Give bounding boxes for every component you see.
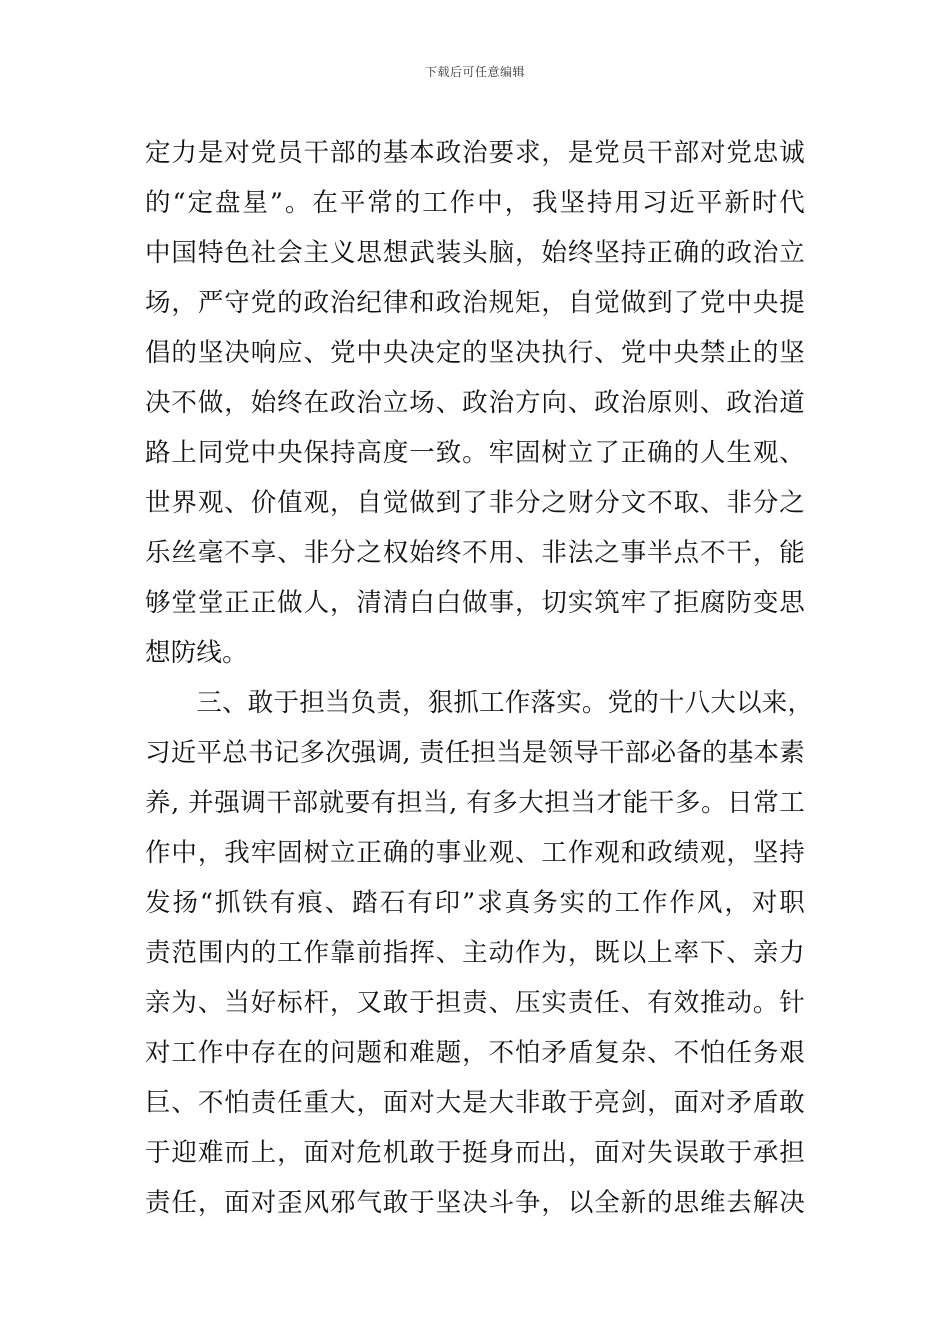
text-line: 场，严守党的政治纪律和政治规矩，自觉做到了党中央提 <box>145 288 805 318</box>
text-line: 路上同党中央保持高度一致。牢固树立了正确的人生观、 <box>145 438 805 468</box>
text-line: 世界观、价值观，自觉做到了非分之财分文不取、非分之 <box>145 488 805 518</box>
paragraph-end-line: 想防线。 <box>145 638 248 668</box>
text-line: 倡的坚决响应、党中央决定的坚决执行、党中央禁止的坚 <box>145 338 805 368</box>
paragraph-start-line: 三、敢于担当负责，狠抓工作落实。党的十八大以来， <box>145 688 814 718</box>
text-line: 责范围内的工作靠前指挥、主动作为，既以上率下、亲力 <box>145 938 805 968</box>
text-line: 习近平总书记多次强调, 责任担当是领导干部必备的基本素 <box>145 738 805 768</box>
text-line: 中国特色社会主义思想武装头脑，始终坚持正确的政治立 <box>145 238 805 268</box>
text-line: 对工作中存在的问题和难题，不怕矛盾复杂、不怕任务艰 <box>145 1038 805 1068</box>
text-line: 养, 并强调干部就要有担当, 有多大担当才能干多。日常工 <box>145 788 805 818</box>
text-line: 责任，面对歪风邪气敢于坚决斗争，以全新的思维去解决 <box>145 1188 805 1218</box>
text-line: 够堂堂正正做人，清清白白做事，切实筑牢了拒腐防变思 <box>145 588 805 618</box>
text-line: 决不做，始终在政治立场、政治方向、政治原则、政治道 <box>145 388 805 418</box>
text-line: 巨、不怕责任重大，面对大是大非敢于亮剑，面对矛盾敢 <box>145 1088 805 1118</box>
text-line: 于迎难而上，面对危机敢于挺身而出，面对失误敢于承担 <box>145 1138 805 1168</box>
page-header: 下载后可任意编辑 <box>424 65 525 79</box>
text-line: 发扬“抓铁有痕、踏石有印”求真务实的工作作风，对职 <box>145 888 805 918</box>
text-line: 作中，我牢固树立正确的事业观、工作观和政绩观，坚持 <box>145 838 805 868</box>
text-line: 定力是对党员干部的基本政治要求，是党员干部对党忠诚 <box>145 138 805 168</box>
document-body <box>145 128 814 1228</box>
text-line: 亲为、当好标杆，又敢于担责、压实责任、有效推动。针 <box>145 988 805 1018</box>
text-line: 乐丝毫不享、非分之权始终不用、非法之事半点不干，能 <box>145 538 805 568</box>
text-line: 的“定盘星”。在平常的工作中，我坚持用习近平新时代 <box>145 188 805 218</box>
